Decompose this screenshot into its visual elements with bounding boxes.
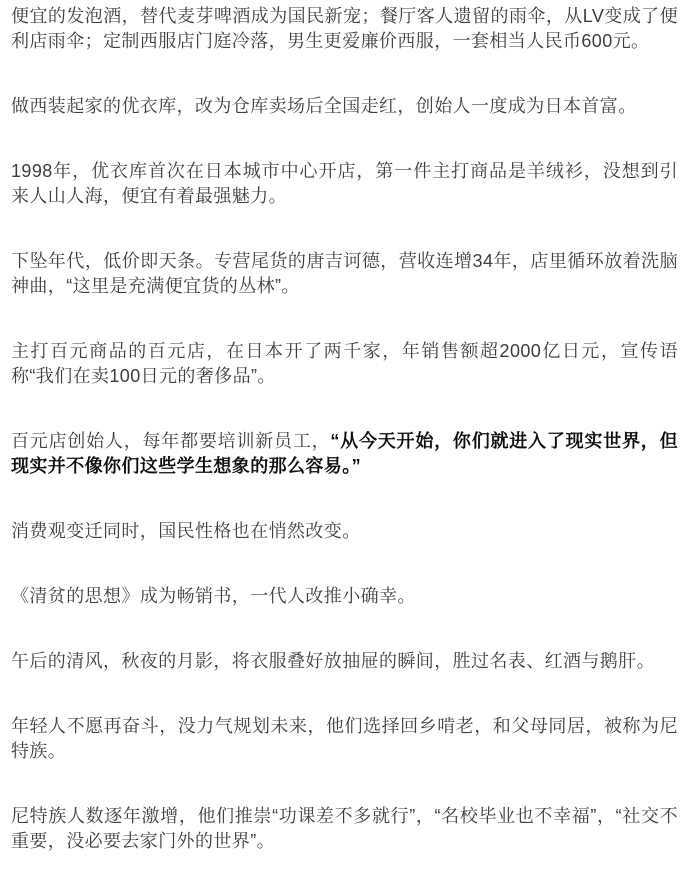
paragraph-text: 午后的清风，秋夜的月影，将衣服叠好放抽屉的瞬间，胜过名表、红酒与鹅肝。 <box>11 651 655 671</box>
paragraph-national-character <box>11 519 678 544</box>
paragraph-text: 年轻人不愿再奋斗，没力气规划未来，他们选择回乡啃老，和父母同居，被称为尼特族。 <box>11 716 678 761</box>
paragraph-bestseller-book <box>11 584 678 609</box>
bold-quote-text: “从今天开始，你们就进入了现实世界，但现实并不像你们这些学生想象的那么容易。” <box>11 431 678 476</box>
paragraph-text: 便宜的发泡酒，替代麦芽啤酒成为国民新宠；餐厅客人遗留的雨伞，从LV变成了便利店雨伞；定制西服店门庭冷落，男生更爱廉价西服，一套相当人民币600元。 <box>11 6 678 51</box>
paragraph-text: 主打百元商品的百元店，在日本开了两千家，年销售额超2000亿日元，宣传语称“我们在卖100日元的奢侈品”。 <box>11 341 678 386</box>
paragraph-hundred-yen-store <box>11 339 678 389</box>
paragraph-text: 做西装起家的优衣库，改为仓库卖场后全国走红，创始人一度成为日本首富。 <box>11 96 637 116</box>
paragraph-text: 下坠年代，低价即天条。专营尾货的唐吉诃德，营收连增34年，店里循环放着洗脑神曲，“这里是充满便宜货的丛林”。 <box>11 251 678 296</box>
paragraph-text: 尼特族人数逐年激增，他们推崇“功课差不多就行”，“名校毕业也不幸福”，“社交不重要，没必要去家门外的世界”。 <box>11 806 678 851</box>
paragraph-neet-growth <box>11 804 678 854</box>
paragraph-neet-youth <box>11 714 678 764</box>
paragraph-text: 1998年，优衣库首次在日本城市中心开店，第一件主打商品是羊绒衫，没想到引来人山人海，便宜有着最强魅力。 <box>11 161 678 206</box>
paragraph-uniqlo-1998 <box>11 159 678 209</box>
paragraph-cheap-beer <box>11 4 678 54</box>
paragraph-donki <box>11 249 678 299</box>
paragraph-small-happiness <box>11 649 678 674</box>
paragraph-text: 消费观变迁同时，国民性格也在悄然改变。 <box>11 521 361 541</box>
paragraph-text: 《清贫的思想》成为畅销书，一代人改推小确幸。 <box>11 586 416 606</box>
paragraph-uniqlo-warehouse <box>11 94 678 119</box>
paragraph-text: 百元店创始人，每年都要培训新员工， <box>11 431 331 451</box>
paragraph-founder-training <box>11 429 678 479</box>
